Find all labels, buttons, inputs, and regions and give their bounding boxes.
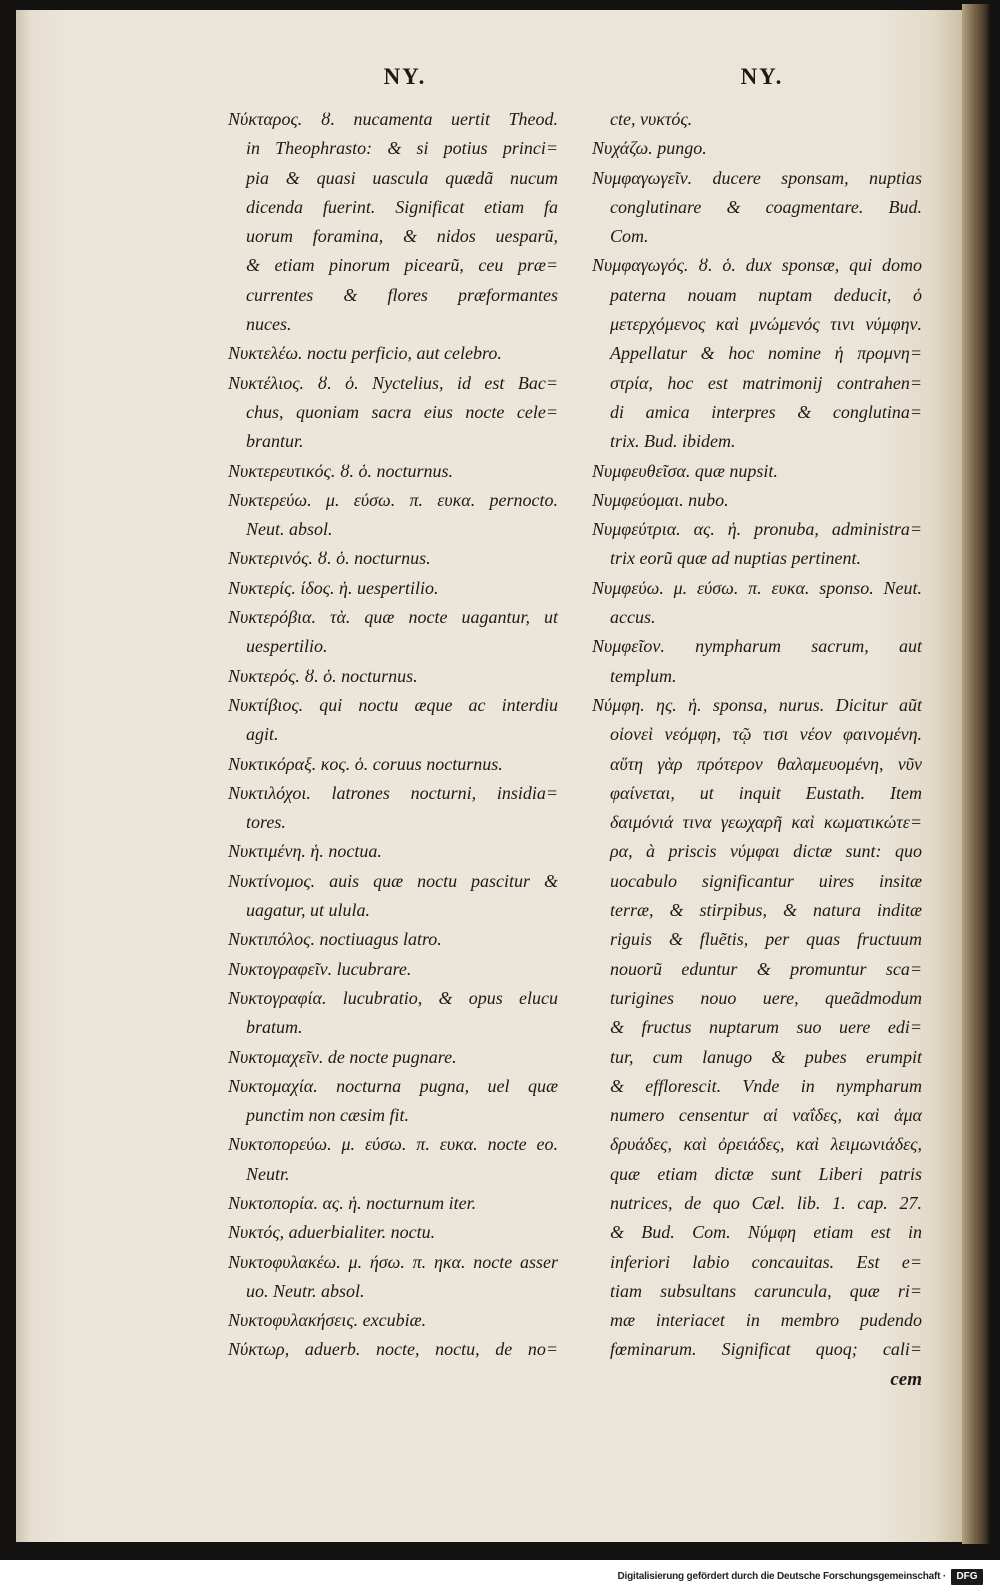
text-line: uagatur, ut ulula.: [246, 900, 371, 921]
text-line: Νυμφαγωγός. ȣ. ὁ. dux sponsæ, qui domo: [592, 255, 922, 276]
text-line: Νυκτερινός. ȣ. ὁ. nocturnus.: [228, 548, 431, 569]
text-line: Νυκτογραφία. lucubratio, & opus elucu: [228, 987, 558, 1008]
text-line: Νύκταρος. ȣ. nucamenta uertit Theod.: [228, 109, 558, 129]
text-line: tores.: [246, 812, 286, 833]
dictionary-entry: [228, 662, 558, 691]
text-line: Νυκτίνομος. auis quæ noctu pascitur &: [228, 870, 558, 891]
dictionary-entry: [228, 750, 558, 779]
text-line: στρία, hoc est matrimonij contrahen=: [610, 372, 922, 393]
dictionary-entry: [592, 691, 922, 1365]
text-line: Νυμφαγωγεῖν. ducere sponsam, nuptias: [592, 167, 922, 188]
text-line: δαιμόνιά τινα γεωχαρῆ καὶ κωματικώτε=: [610, 812, 922, 833]
dictionary-entry: [228, 867, 558, 926]
text-line: nutrices, de quo Cæl. lib. 1. cap. 27.: [610, 1192, 922, 1213]
dictionary-entry: [228, 779, 558, 838]
text-line: tiam subsultans caruncula, quæ ri=: [610, 1280, 922, 1301]
text-line: Νυκτομαχία. nocturna pugna, uel quæ: [228, 1075, 558, 1096]
catchword: cem: [890, 1369, 922, 1390]
dictionary-entry: [228, 837, 558, 866]
text-line: Νυκτοφυλακήσεις. excubiæ.: [228, 1310, 427, 1331]
text-line: uorum foramina, & nidos uesparũ,: [246, 226, 558, 247]
dictionary-entry: [592, 457, 922, 486]
text-line: Νυκτερός. ȣ. ὁ. nocturnus.: [228, 665, 418, 686]
text-line: trix eorũ quæ ad nuptias pertinent.: [610, 548, 861, 569]
dictionary-entry: [228, 984, 558, 1043]
text-line: δρυάδες, καὶ ὀρειάδες, καὶ λειμωνιάδες,: [610, 1134, 922, 1155]
text-line: Νυκτερευτικός. ȣ. ὁ. nocturnus.: [228, 460, 454, 481]
dictionary-entry: [228, 1335, 558, 1364]
text-line: οἱονεὶ νεόμφη, τῷ τισι νέον φαινομένη.: [610, 724, 922, 745]
text-line: Νυκτογραφεῖν. lucubrare.: [228, 958, 412, 979]
left-text-column: [228, 105, 558, 1365]
text-line: Νυχάζω. pungo.: [592, 138, 707, 159]
dictionary-entry: [228, 1189, 558, 1218]
text-line: conglutinare & coagmentare. Bud.: [610, 196, 922, 217]
dictionary-entry: [592, 486, 922, 515]
text-line: Νυκτελέω. noctu perficio, aut celebro.: [228, 343, 502, 364]
text-line: dicenda fuerint. Significat etiam fa: [246, 196, 558, 217]
text-line: Νυμφεύομαι. nubo.: [592, 489, 729, 510]
dictionary-entry: [228, 1072, 558, 1131]
text-line: & Bud. Com. Νύμφη etiam est in: [610, 1222, 922, 1243]
text-line: Νυκτέλιος. ȣ. ὁ. Nyctelius, id est Bac=: [228, 372, 558, 393]
text-line: Νυκτοπορία. ας. ἡ. nocturnum iter.: [228, 1192, 477, 1213]
text-line: turigines nouo uere, queãdmodum: [610, 987, 922, 1008]
dictionary-entry: [228, 339, 558, 368]
dictionary-entry: [228, 1306, 558, 1335]
dictionary-entry: [228, 955, 558, 984]
text-line: Νυκτερόβια. τὰ. quæ nocte uagantur, ut: [228, 607, 558, 628]
text-line: chus, quoniam sacra eius nocte cele=: [246, 401, 558, 422]
text-line: & efflorescit. Vnde in nympharum: [610, 1075, 922, 1096]
text-line: & etiam pinorum picearũ, ceu præ=: [246, 255, 558, 276]
text-line: numero censentur αἱ ναΐδες, καὶ ἁμα: [610, 1105, 922, 1126]
text-line: Νυκτικόραξ. κος. ὁ. coruus nocturnus.: [228, 753, 503, 774]
dictionary-entry: [228, 486, 558, 545]
text-line: riguis & fluẽtis, per quas fructuum: [610, 929, 922, 950]
text-line: Νυκτοπορεύω. μ. εύσω. π. ευκα. nocte eo.: [228, 1134, 558, 1155]
dictionary-entry: [228, 1043, 558, 1072]
dictionary-entry: [228, 925, 558, 954]
text-line: cte, νυκτός.: [610, 109, 693, 129]
text-line: Νυμφεῖον. nympharum sacrum, aut: [592, 636, 922, 657]
right-text-column: [592, 105, 922, 1365]
column-header-left: NY.: [383, 64, 427, 89]
text-line: templum.: [610, 665, 677, 686]
text-line: Νυκτερίς. ίδος. ἡ. uespertilio.: [228, 577, 439, 598]
text-line: Νυκτίβιος. qui noctu æque ac interdiu: [228, 694, 558, 715]
text-line: Neut. absol.: [246, 519, 333, 540]
text-line: Appellatur & hoc nomine ἡ προμνη=: [610, 343, 922, 364]
dictionary-entry: [592, 134, 922, 163]
dictionary-entry: [592, 574, 922, 633]
text-line: trix. Bud. ibidem.: [610, 431, 736, 452]
dictionary-entry: [228, 603, 558, 662]
text-line: inferiori labio concauitas. Est e=: [610, 1251, 922, 1272]
text-line: fœminarum. Significat quoq; cali=: [610, 1339, 922, 1360]
text-line: ρα, à priscis νύμφαι dictæ sunt: quo: [610, 841, 922, 862]
text-line: terræ, & stirpibus, & natura inditæ: [610, 900, 922, 921]
dictionary-entry: [228, 544, 558, 573]
text-line: Νυκτιμένη. ἡ. noctua.: [228, 841, 382, 862]
text-line: Νύμφη. ης. ἡ. sponsa, nurus. Dicitur aũt: [592, 694, 922, 715]
text-line: di amica interpres & conglutina=: [610, 401, 922, 422]
dictionary-entry: [592, 164, 922, 252]
text-line: Νυκτοφυλακέω. μ. ήσω. π. ηκα. nocte asser: [228, 1251, 558, 1272]
text-line: Νυκτομαχεῖν. de nocte pugnare.: [228, 1046, 457, 1067]
text-line: Νυκτιπόλος. noctiuagus latro.: [228, 929, 442, 950]
text-line: uo. Neutr. absol.: [246, 1280, 365, 1301]
text-line: punctim non cæsim fit.: [246, 1105, 409, 1126]
text-line: & fructus nuptarum suo uere edi=: [610, 1017, 922, 1038]
dictionary-entry: [228, 1248, 558, 1307]
text-line: nouorũ eduntur & promuntur sca=: [610, 958, 922, 979]
text-line: paterna nouam nuptam deducit, ὁ: [610, 284, 922, 305]
text-line: Νυμφευθεῖσα. quæ nupsit.: [592, 460, 778, 481]
text-line: Νύκτωρ, aduerb. nocte, noctu, de no=: [228, 1339, 558, 1360]
dictionary-entry: [228, 369, 558, 457]
dictionary-entry: [228, 457, 558, 486]
text-line: currentes & flores præformantes: [246, 284, 558, 305]
dictionary-entry: [228, 1218, 558, 1247]
text-line: bratum.: [246, 1017, 303, 1038]
dictionary-entry: [592, 515, 922, 574]
text-line: uespertilio.: [246, 636, 328, 657]
text-line: Νυμφεύτρια. ας. ἡ. pronuba, administra=: [592, 519, 922, 540]
text-line: quæ etiam dictæ sunt Liberi patris: [610, 1163, 922, 1184]
dictionary-entry: [592, 251, 922, 456]
text-line: nuces.: [246, 314, 292, 335]
text-line: Com.: [610, 226, 649, 247]
text-line: uocabulo significantur uires insitæ: [610, 870, 922, 891]
text-line: brantur.: [246, 431, 304, 452]
footer-credit: Digitalisierung gefördert durch die Deutsche Forschungsgemeinschaft ·: [617, 1571, 946, 1582]
text-line: mæ interiacet in membro pudendo: [610, 1310, 922, 1331]
text-line: μετερχόμενος καὶ μνώμενός τινι νύμφην.: [610, 314, 922, 335]
text-line: in Theophrasto: & si potius princi=: [246, 138, 558, 159]
text-line: Νυκτός, aduerbialiter. noctu.: [228, 1222, 436, 1243]
text-line: agit.: [246, 724, 279, 745]
dictionary-entry: [228, 105, 558, 339]
text-line: αὕτη γὰρ πρότερον θαλαμευομένη, νῦν: [610, 753, 922, 774]
text-line: accus.: [610, 607, 656, 628]
dictionary-entry: [228, 1130, 558, 1189]
text-line: Νυκτερεύω. μ. εύσω. π. ευκα. pernocto.: [228, 489, 558, 510]
text-line: Neutr.: [246, 1163, 290, 1184]
text-line: Νυμφεύω. μ. εύσω. π. ευκα. sponso. Neut.: [592, 577, 922, 598]
column-header-right: NY.: [740, 64, 784, 89]
text-line: φαίνεται, ut inquit Eustath. Item: [610, 782, 922, 803]
text-line: pia & quasi uascula quædã nucum: [246, 167, 558, 188]
book-binding-edge: [962, 4, 990, 1544]
dictionary-entry: [228, 691, 558, 750]
dictionary-entry: [592, 632, 922, 691]
text-line: tur, cum lanugo & pubes erumpit: [610, 1046, 922, 1067]
dictionary-entry: [228, 574, 558, 603]
text-line: Νυκτιλόχοι. latrones nocturni, insidia=: [228, 782, 558, 803]
dfg-logo: DFG: [951, 1569, 983, 1585]
